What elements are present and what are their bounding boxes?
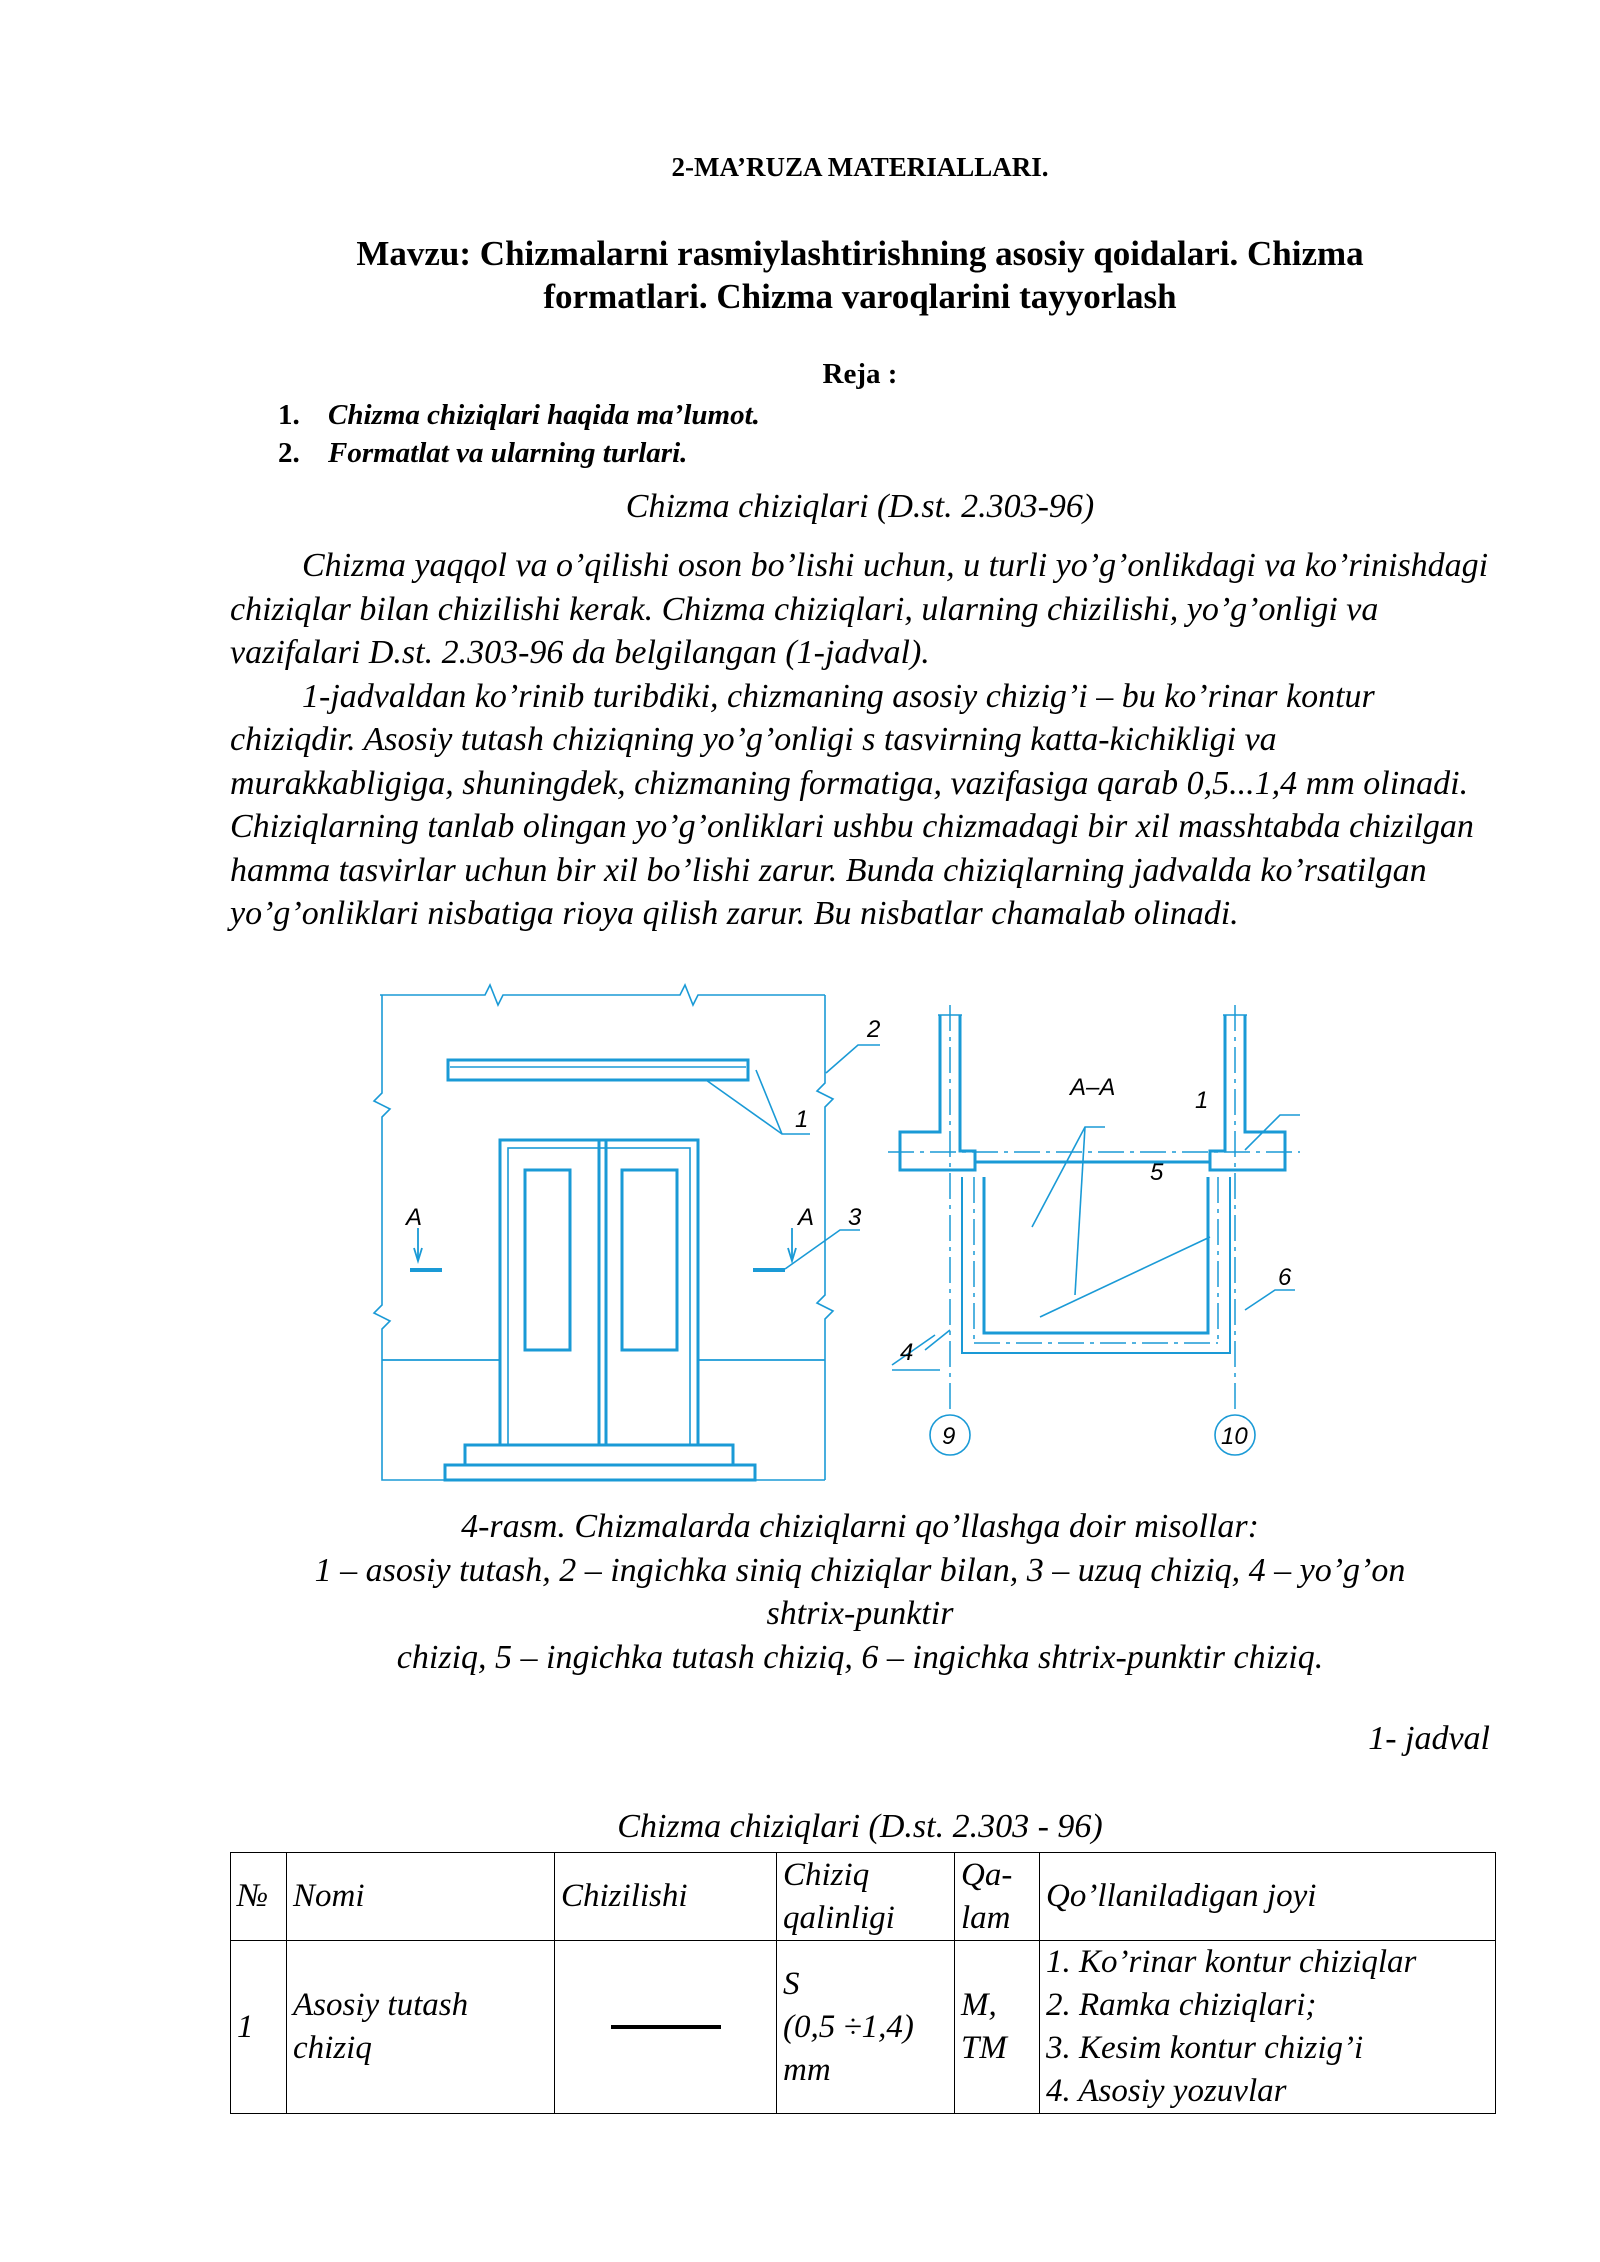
usage-item: 4. Asosiy yozuvlar <box>1046 2073 1287 2109</box>
label-a-right: A <box>798 1204 815 1231</box>
caption-line: chiziq, 5 – ingichka tutash chiziq, 6 – ingichka shtrix-punktir chiziq. <box>396 1638 1324 1676</box>
plan-item-number: 2. <box>278 437 300 469</box>
label-6: 6 <box>1278 1264 1292 1291</box>
line-types-figure <box>370 975 1370 1505</box>
plan-item-text: Chizma chiziqlari haqida ma’lumot. <box>328 399 760 431</box>
section-label: A–A <box>1070 1074 1116 1101</box>
label-3: 3 <box>848 1204 862 1231</box>
caption-line: 1 – asosiy tutash, 2 – ingichka siniq chiziqlar bilan, 3 – uzuq chiziq, 4 – yo’g’on <box>314 1551 1406 1589</box>
header-thickness-l1: Chiziq <box>783 1856 870 1893</box>
cell-no: 1 <box>231 1941 287 2114</box>
table-number: 1- jadval <box>1368 1720 1490 1757</box>
cell-thickness-l2: (0,5 ÷1,4) <box>783 2008 914 2045</box>
topic-title <box>230 232 1490 318</box>
lecture-header: 2-MA’RUZA MATERIALLARI. <box>671 152 1049 182</box>
label-1: 1 <box>795 1106 809 1133</box>
section-title: Chizma chiziqlari (D.st. 2.303-96) <box>625 488 1095 525</box>
beam <box>448 1060 748 1080</box>
plan-item-number: 1. <box>278 399 300 431</box>
cell-name-l2: chiziq <box>293 2030 372 2066</box>
usage-item: 1. Ko’rinar kontur chiziqlar <box>1046 1944 1417 1980</box>
cell-name-l1: Asosiy tutash <box>293 1987 469 2023</box>
header-no: № <box>231 1853 287 1941</box>
cell-thickness-l3: mm <box>783 2051 831 2088</box>
usage-item: 2. Ramka chiziqlari; <box>1046 1987 1317 2023</box>
label-4: 4 <box>900 1339 914 1366</box>
header-drawing: Chizilishi <box>555 1853 777 1941</box>
plan-item-text: Formatlat va ularning turlari. <box>328 437 688 469</box>
plan-list <box>278 396 760 472</box>
body-text <box>230 544 1498 936</box>
plan-title: Reja : <box>822 358 898 390</box>
paragraph: Chizma yaqqol va o’qilishi oson bo’lishi uchun, u turli yo’g’onlikdagi va ko’rinishdagi chiziqlar bilan chizilishi kerak. Chizma chiziqlari, ularning chizilishi, yo’g’onligi va vazifalari D.st. 2.303-96 da belgilangan (1-jadval). <box>230 547 1489 671</box>
cell-pen <box>955 1941 1040 2114</box>
caption-line: 4-rasm. Chizmalarda chiziqlarni qo’llashga doir misollar: <box>461 1508 1259 1545</box>
topic-line-1: Mavzu: Chizmalarni rasmiylashtirishning asosiy qoidalari. Chizma <box>356 234 1364 273</box>
header-thickness <box>777 1853 955 1941</box>
table-header-row <box>231 1853 1496 1941</box>
plan-item <box>278 434 760 472</box>
line-types-table <box>230 1852 1496 2114</box>
leader-lines <box>706 1045 1300 1370</box>
figure-caption <box>230 1505 1490 1679</box>
door <box>445 1140 755 1480</box>
cell-pen-l2: TM <box>961 2030 1007 2066</box>
cell-usage <box>1040 1941 1496 2114</box>
label-1-right: 1 <box>1195 1087 1209 1114</box>
label-a-left: A <box>406 1204 423 1231</box>
header-pen <box>955 1853 1040 1941</box>
solid-line-sample <box>611 2025 721 2029</box>
table-row <box>231 1941 1496 2114</box>
paragraph: 1-jadvaldan ko’rinib turibdiki, chizmaning asosiy chizig’i – bu ko’rinar kontur chiziqdir. Asosiy tutash chiziqning yo’g’onligi s tasvirning katta-kichikligi va murakkabligiga, shuningdek, chizmaning formatiga, vazifasiga qarab 0,5...1,4 mm olinadi. Chiziqlarning tanlab olingan yo’g’onliklari ushbu chizmadagi bir xil masshtabda chizilgan hamma tasvirlar uchun bir xil bo’lishi zarur. Bunda chiziqlarning jadvalda ko’rsatilgan yo’g’onliklari nisbatiga rioya qilish zarur. Bu nisbatlar chamalab olinadi. <box>230 677 1474 932</box>
header-pen-l1: Qa- <box>961 1856 1013 1893</box>
label-2: 2 <box>867 1016 881 1043</box>
caption-line: shtrix-punktir <box>766 1595 954 1632</box>
circle-label-10: 10 <box>1221 1423 1248 1450</box>
cell-drawing <box>555 1941 777 2114</box>
header-thickness-l2: qalinligi <box>783 1899 895 1936</box>
table-title: Chizma chiziqlari (D.st. 2.303 - 96) <box>617 1808 1103 1845</box>
header-pen-l2: lam <box>961 1899 1011 1936</box>
cell-pen-l1: M, <box>961 1987 997 2023</box>
header-name: Nomi <box>287 1853 555 1941</box>
usage-item: 3. Kesim kontur chizig’i <box>1046 2030 1364 2066</box>
cell-thickness <box>777 1941 955 2114</box>
topic-line-2: formatlari. Chizma varoqlarini tayyorlash <box>543 277 1177 316</box>
plan-item <box>278 396 760 434</box>
cell-name <box>287 1941 555 2114</box>
header-usage: Qo’llaniladigan joyi <box>1040 1853 1496 1941</box>
circle-label-9: 9 <box>942 1423 956 1450</box>
label-5: 5 <box>1150 1159 1164 1186</box>
cell-thickness-l1: S <box>783 1965 800 2002</box>
section-view <box>900 1015 1285 1353</box>
